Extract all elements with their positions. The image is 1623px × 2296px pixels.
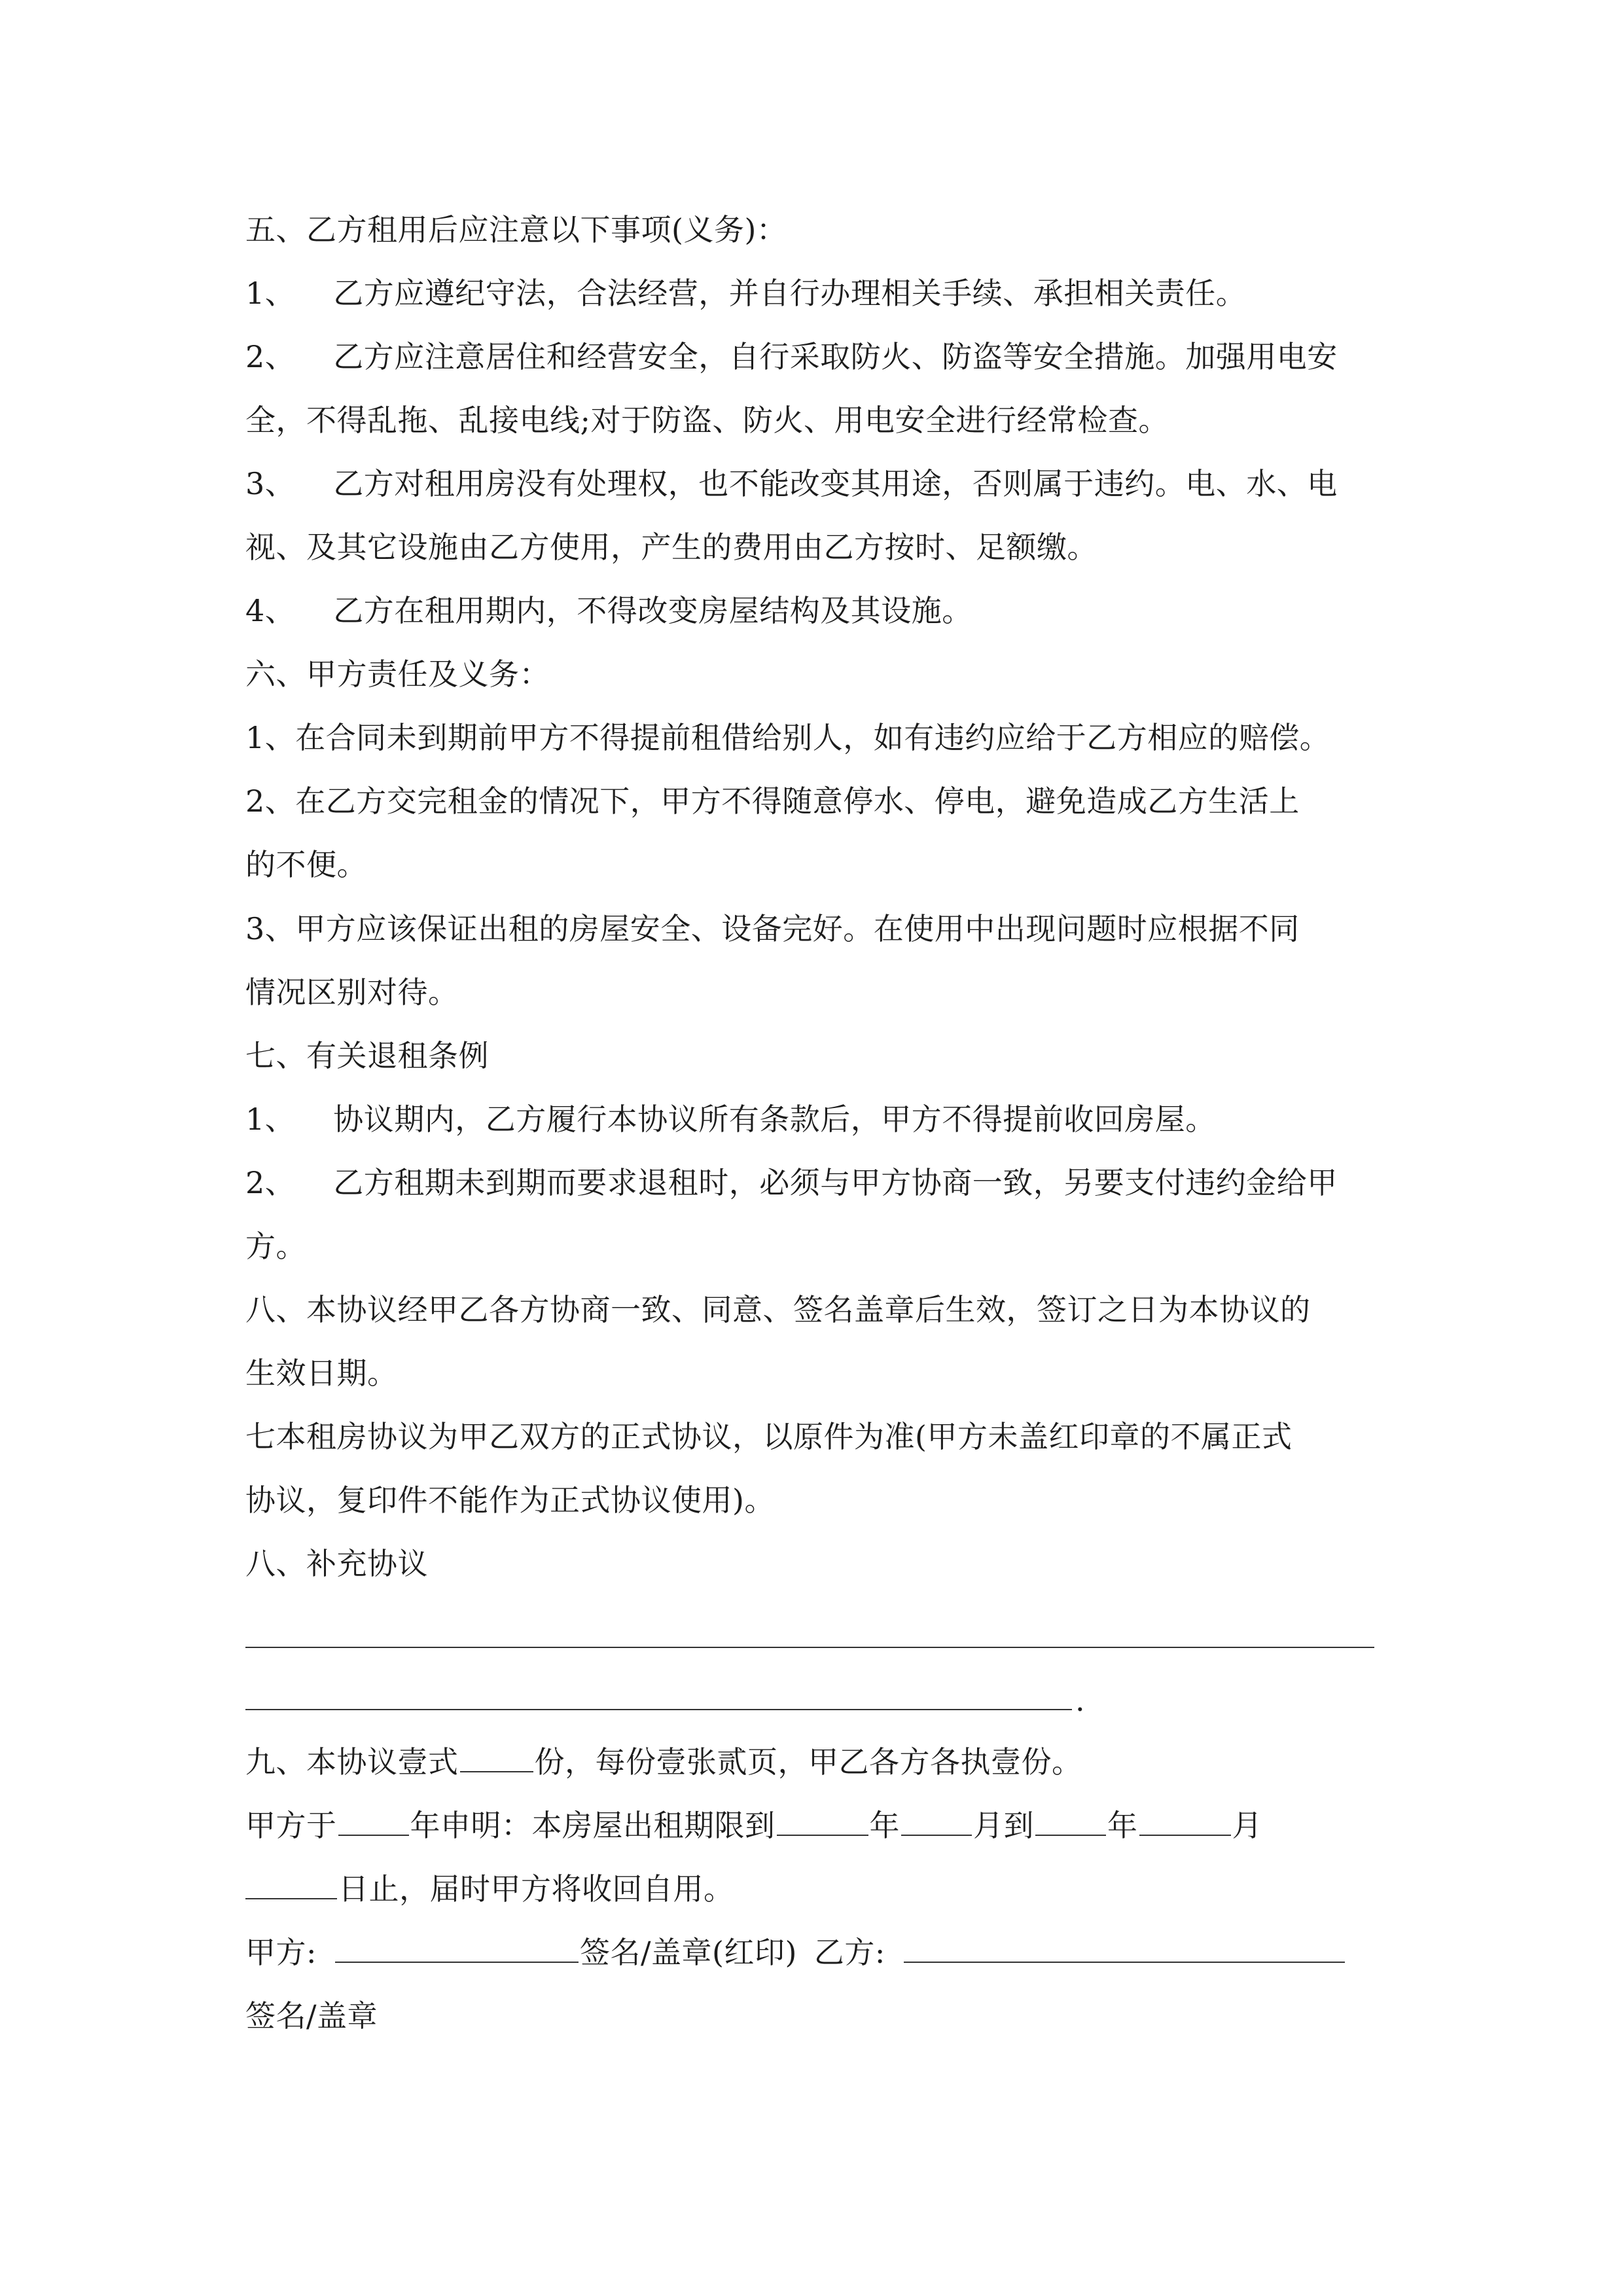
signature-line: 甲方: 签名/盖章(红印) 乙方:: [245, 1933, 1346, 1972]
section-7-item-2-cont: 方。: [245, 1229, 306, 1264]
section-6-item-2-cont: 的不便。: [245, 847, 367, 882]
end-month-blank[interactable]: [1139, 1806, 1231, 1836]
formal-agreement-clause: 七本租房协议为甲乙双方的正式协议，以原件为准(甲方未盖红印章的不属正式: [245, 1419, 1293, 1454]
start-year-blank[interactable]: [777, 1806, 868, 1836]
section-5-item-1: 1、 乙方应遵纪守法，合法经营，并自行办理相关手续、承担相关责任。: [245, 276, 1247, 311]
start-month-blank[interactable]: [901, 1806, 972, 1836]
declaration: 甲方于 年申明：本房屋出租期限到 年 月到 年 月: [245, 1806, 1262, 1845]
end-day-blank[interactable]: [245, 1869, 337, 1899]
section-5-item-3: 3、 乙方对租用房没有处理权，也不能改变其用途，否则属于违约。电、水、电: [245, 466, 1338, 501]
supplement-blank-line-1[interactable]: [245, 1647, 1374, 1648]
section-6-item-3-cont: 情况区别对待。: [245, 975, 459, 1010]
section-9: 九、本协议壹式 份，每份壹张贰页，甲乙各方各执壹份。: [245, 1742, 1082, 1782]
section-5-item-2-cont: 全，不得乱拖、乱接电线;对于防盗、防火、用电安全进行经常检查。: [245, 403, 1169, 438]
supplement-end-mark: .: [1075, 1683, 1085, 1718]
declaration-cont: 日止，届时甲方将收回自用。: [245, 1869, 734, 1909]
end-year-blank[interactable]: [1035, 1806, 1106, 1836]
section-5-item-2: 2、 乙方应注意居住和经营安全，自行采取防火、防盗等安全措施。加强用电安: [245, 339, 1338, 374]
section-7-item-2: 2、 乙方租期未到期而要求退租时，必须与甲方协商一致，另要支付违约金给甲: [245, 1165, 1338, 1200]
supplement-blank-line-2[interactable]: [245, 1709, 1072, 1710]
section-6-heading: 六、甲方责任及义务：: [245, 656, 550, 692]
section-5-heading: 五、乙方租用后应注意以下事项(义务)：: [245, 212, 787, 247]
section-7-item-1: 1、 协议期内，乙方履行本协议所有条款后，甲方不得提前收回房屋。: [245, 1102, 1216, 1137]
formal-agreement-clause-cont: 协议，复印件不能作为正式协议使用)。: [245, 1482, 775, 1518]
section-6-item-1: 1、在合同未到期前甲方不得提前租借给别人，如有违约应给于乙方相应的赔偿。: [245, 720, 1330, 755]
section-5-item-4: 4、 乙方在租用期内，不得改变房屋结构及其设施。: [245, 593, 972, 628]
party-b-signature-blank[interactable]: [904, 1933, 1345, 1963]
supplement-heading: 八、补充协议: [245, 1546, 428, 1581]
signature-seal-label: 签名/盖章: [245, 1998, 378, 2034]
section-8-cont: 生效日期。: [245, 1355, 398, 1391]
copies-blank[interactable]: [460, 1742, 533, 1772]
section-5-item-3-cont: 视、及其它设施由乙方使用，产生的费用由乙方按时、足额缴。: [245, 529, 1097, 565]
section-8: 八、本协议经甲乙各方协商一致、同意、签名盖章后生效，签订之日为本协议的: [245, 1292, 1311, 1327]
section-6-item-3: 3、甲方应该保证出租的房屋安全、设备完好。在使用中出现问题时应根据不同: [245, 911, 1300, 946]
section-7-heading: 七、有关退租条例: [245, 1038, 489, 1073]
party-a-signature-blank[interactable]: [335, 1933, 579, 1963]
section-6-item-2: 2、在乙方交完租金的情况下，甲方不得随意停水、停电，避免造成乙方生活上: [245, 783, 1300, 819]
declaration-year-blank[interactable]: [338, 1806, 409, 1836]
